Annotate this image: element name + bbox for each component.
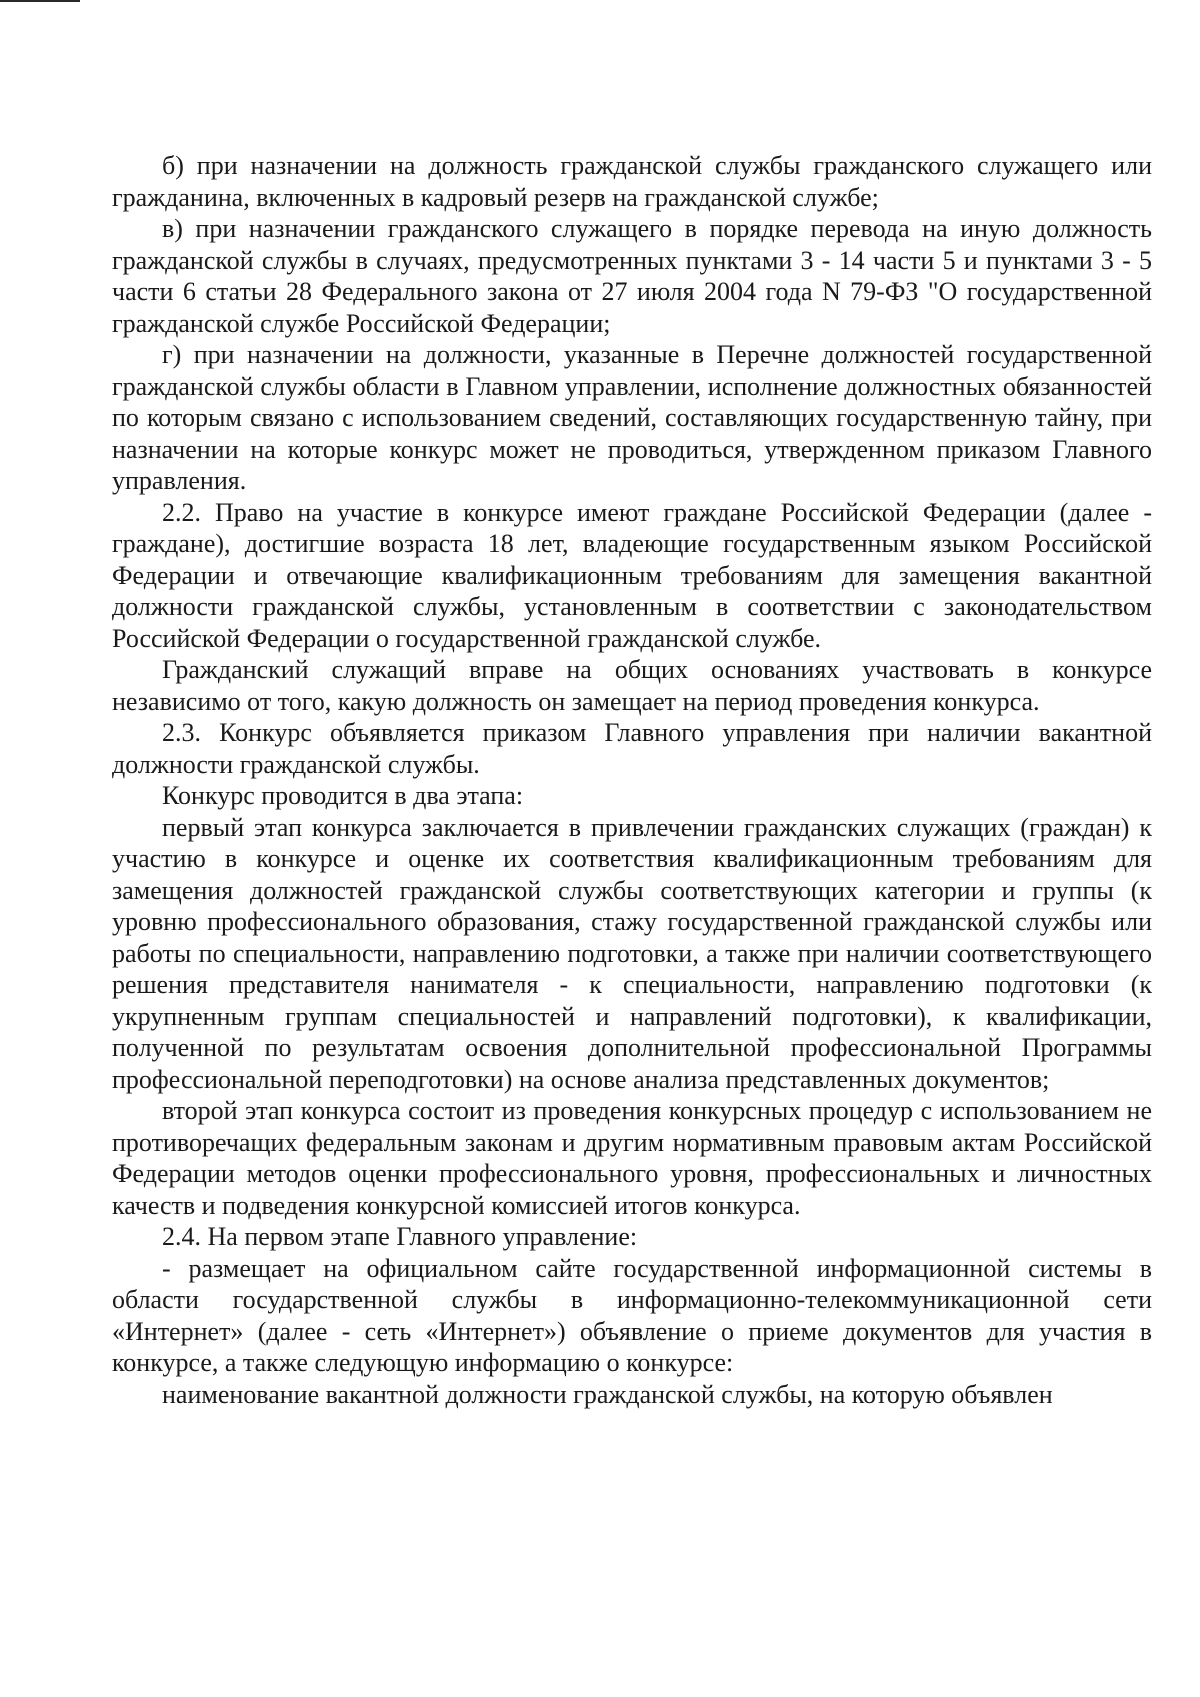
paragraph-g-state-secret: г) при назначении на должности, указанные в Перечне должностей государственной гражданской службы области в Главном управлении, исполнение должностных обязанностей по которым связано с использованием сведений, составляющих государственную тайну, при назначении на которые конкурс может не проводиться, утвержденном приказом Главного управления. [112,340,1152,495]
paragraph-2-4-first-stage-duties: 2.4. На первом этапе Главного управление: [162,1222,638,1251]
paragraph-v-transfer: в) при назначении гражданского служащего в порядке перевода на иную должность гражданской службы в случаях, предусмотренных пунктами 3 - 14 части 5 и пунктами 3 - 5 части 6 статьи 28 Федерального закона от 27 июля 2004 года N 79-ФЗ "О государственной гражданской службе Российской Федерации; [112,214,1152,338]
paragraph-2-3-announcement: 2.3. Конкурс объявляется приказом Главного управления при наличии вакантной должности гражданской службы. [112,718,1152,779]
paragraph-first-stage: первый этап конкурса заключается в привлечении гражданских служащих (граждан) к участию в конкурсе и оценке их соответствия квалификационным требованиям для замещения должностей гражданской службы соответствующих категории и группы (к уровню профессионального образования, стажу государственной гражданской службы или работы по специальности, направлению подготовки, а также при наличии соответствующего решения представителя нанимателя - к специальности, направлению подготовки (к укрупненным группам специальностей и направлений подготовки), к квалификации, полученной по результатам освоения дополнительной профессиональной Программы профессиональной переподготовки) на основе анализа представленных документов; [112,812,1152,1094]
paragraph-2-2-eligibility: 2.2. Право на участие в конкурсе имеют граждане Российской Федерации (далее - граждане), достигшие возраста 18 лет, владеющие государственным языком Российской Федерации и отвечающие квалификационным требованиям для замещения вакантной должности гражданской службы, установленным в соответствии с законодательством Российской Федерации о государственной гражданской службе. [112,497,1152,653]
paragraph-two-stages: Конкурс проводится в два этапа: [162,781,524,810]
scan-edge-mark [0,0,80,2]
paragraph-civil-servant-right: Гражданский служащий вправе на общих основаниях участвовать в конкурсе независимо от того, какую должность он замещает на период проведения конкурса. [112,655,1152,716]
paragraph-second-stage: второй этап конкурса состоит из проведения конкурсных процедур с использованием не противоречащих федеральным законам и другим нормативным правовым актам Российской Федерации методов оценки профессионального уровня, профессиональных и личностных качеств и подведения конкурсной комиссией итогов конкурса. [112,1096,1152,1220]
paragraph-vacancy-name: наименование вакантной должности гражданской службы, на которую объявлен [162,1379,1053,1409]
document-body [112,150,1152,1410]
paragraph-publishes-announcement: - размещает на официальном сайте государственной информационной системы в области государственной службы в информационно-телекоммуникационной сети «Интернет» (далее - сеть «Интернет») объявление о приеме документов для участия в конкурсе, а также следующую информацию о конкурсе: [112,1253,1152,1377]
paragraph-b-reserve: б) при назначении на должность гражданской службы гражданского служащего или гражданина, включенных в кадровый резерв на гражданской службе; [112,151,1152,212]
